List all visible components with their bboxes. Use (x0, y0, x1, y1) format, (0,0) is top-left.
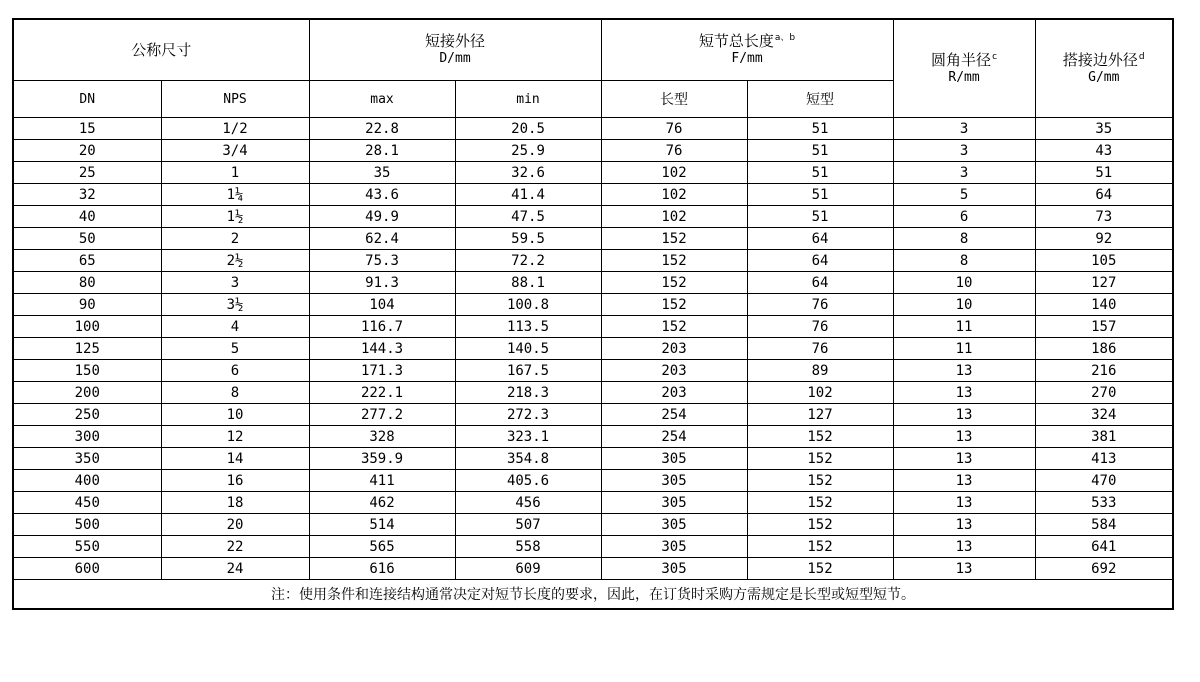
cell-min-diameter: 167.5 (455, 360, 601, 382)
cell-fillet-radius: 5 (893, 184, 1035, 206)
cell-long-length: 152 (601, 250, 747, 272)
cell-fillet-radius: 13 (893, 382, 1035, 404)
cell-max-diameter: 49.9 (309, 206, 455, 228)
cell-dn: 80 (13, 272, 161, 294)
cell-lap-diameter: 584 (1035, 514, 1173, 536)
cell-dn: 40 (13, 206, 161, 228)
cell-lap-diameter: 381 (1035, 426, 1173, 448)
cell-short-length: 51 (747, 140, 893, 162)
header-fillet-radius-note: c (992, 51, 998, 62)
cell-fillet-radius: 10 (893, 294, 1035, 316)
cell-long-length: 152 (601, 316, 747, 338)
cell-short-length: 152 (747, 536, 893, 558)
cell-long-length: 305 (601, 536, 747, 558)
cell-fillet-radius: 13 (893, 426, 1035, 448)
cell-short-length: 152 (747, 470, 893, 492)
cell-short-length: 152 (747, 514, 893, 536)
cell-nps: 18 (161, 492, 309, 514)
cell-lap-diameter: 641 (1035, 536, 1173, 558)
cell-max-diameter: 104 (309, 294, 455, 316)
table-row (13, 426, 1173, 448)
header-total-length-unit: F/mm (731, 51, 763, 66)
cell-min-diameter: 507 (455, 514, 601, 536)
header-lap-outer-diameter-label: 搭接边外径 (1062, 50, 1138, 69)
cell-fillet-radius: 3 (893, 118, 1035, 140)
table-row (13, 470, 1173, 492)
cell-long-length: 152 (601, 272, 747, 294)
cell-nps: 16 (161, 470, 309, 492)
header-max: max (309, 81, 455, 118)
cell-short-length: 102 (747, 382, 893, 404)
cell-nps: 4 (161, 316, 309, 338)
cell-lap-diameter: 73 (1035, 206, 1173, 228)
cell-fillet-radius: 13 (893, 558, 1035, 580)
cell-lap-diameter: 692 (1035, 558, 1173, 580)
cell-min-diameter: 113.5 (455, 316, 601, 338)
header-fillet-radius-unit: R/mm (948, 69, 980, 85)
cell-dn: 400 (13, 470, 161, 492)
cell-min-diameter: 59.5 (455, 228, 601, 250)
table-row (13, 316, 1173, 338)
cell-max-diameter: 35 (309, 162, 455, 184)
cell-max-diameter: 222.1 (309, 382, 455, 404)
table-row (13, 338, 1173, 360)
cell-max-diameter: 328 (309, 426, 455, 448)
cell-short-length: 152 (747, 426, 893, 448)
cell-min-diameter: 218.3 (455, 382, 601, 404)
cell-min-diameter: 100.8 (455, 294, 601, 316)
cell-nps: 3½ (161, 294, 309, 316)
cell-lap-diameter: 43 (1035, 140, 1173, 162)
cell-min-diameter: 41.4 (455, 184, 601, 206)
cell-nps: 12 (161, 426, 309, 448)
cell-lap-diameter: 470 (1035, 470, 1173, 492)
cell-fillet-radius: 10 (893, 272, 1035, 294)
table-row (13, 514, 1173, 536)
table-row (13, 492, 1173, 514)
cell-fillet-radius: 11 (893, 338, 1035, 360)
cell-nps: 1 (161, 162, 309, 184)
table-row (13, 294, 1173, 316)
cell-nps: 10 (161, 404, 309, 426)
cell-fillet-radius: 13 (893, 404, 1035, 426)
table-body (13, 118, 1173, 580)
header-min: min (455, 81, 601, 118)
header-total-length-notes: a、b (774, 33, 796, 43)
table-row (13, 536, 1173, 558)
stub-end-dimension-table (12, 18, 1174, 610)
cell-dn: 125 (13, 338, 161, 360)
cell-long-length: 254 (601, 404, 747, 426)
header-dn: DN (13, 81, 161, 118)
cell-lap-diameter: 35 (1035, 118, 1173, 140)
cell-short-length: 152 (747, 448, 893, 470)
cell-short-length: 89 (747, 360, 893, 382)
cell-long-length: 102 (601, 206, 747, 228)
cell-nps: 1½ (161, 206, 309, 228)
table-row (13, 162, 1173, 184)
table-row (13, 228, 1173, 250)
cell-lap-diameter: 92 (1035, 228, 1173, 250)
cell-max-diameter: 43.6 (309, 184, 455, 206)
cell-min-diameter: 140.5 (455, 338, 601, 360)
cell-max-diameter: 171.3 (309, 360, 455, 382)
cell-long-length: 203 (601, 382, 747, 404)
cell-lap-diameter: 533 (1035, 492, 1173, 514)
cell-long-length: 152 (601, 228, 747, 250)
table-row (13, 448, 1173, 470)
cell-long-length: 305 (601, 558, 747, 580)
cell-dn: 20 (13, 140, 161, 162)
table-row (13, 206, 1173, 228)
header-outer-diameter-unit: D/mm (439, 51, 471, 66)
cell-short-length: 76 (747, 294, 893, 316)
cell-min-diameter: 354.8 (455, 448, 601, 470)
cell-fillet-radius: 11 (893, 316, 1035, 338)
header-long-type: 长型 (601, 81, 747, 118)
cell-nps: 5 (161, 338, 309, 360)
cell-max-diameter: 22.8 (309, 118, 455, 140)
cell-nps: 1/2 (161, 118, 309, 140)
cell-max-diameter: 116.7 (309, 316, 455, 338)
cell-short-length: 127 (747, 404, 893, 426)
cell-nps: 24 (161, 558, 309, 580)
cell-long-length: 305 (601, 492, 747, 514)
cell-min-diameter: 88.1 (455, 272, 601, 294)
cell-short-length: 51 (747, 206, 893, 228)
cell-nps: 6 (161, 360, 309, 382)
cell-max-diameter: 616 (309, 558, 455, 580)
cell-min-diameter: 609 (455, 558, 601, 580)
cell-min-diameter: 47.5 (455, 206, 601, 228)
cell-max-diameter: 28.1 (309, 140, 455, 162)
cell-long-length: 102 (601, 162, 747, 184)
cell-long-length: 203 (601, 360, 747, 382)
cell-long-length: 76 (601, 118, 747, 140)
cell-lap-diameter: 157 (1035, 316, 1173, 338)
cell-short-length: 64 (747, 228, 893, 250)
cell-nps: 3 (161, 272, 309, 294)
cell-nps: 3/4 (161, 140, 309, 162)
cell-long-length: 152 (601, 294, 747, 316)
cell-nps: 22 (161, 536, 309, 558)
table-row (13, 118, 1173, 140)
header-fillet-radius-label: 圆角半径 (931, 50, 992, 69)
cell-long-length: 305 (601, 470, 747, 492)
cell-dn: 600 (13, 558, 161, 580)
cell-min-diameter: 20.5 (455, 118, 601, 140)
header-lap-outer-diameter-unit: G/mm (1088, 69, 1120, 85)
header-short-type: 短型 (747, 81, 893, 118)
cell-fillet-radius: 8 (893, 250, 1035, 272)
cell-nps: 2½ (161, 250, 309, 272)
header-nominal-size: 公称尺寸 (13, 19, 309, 81)
table-row (13, 272, 1173, 294)
cell-min-diameter: 32.6 (455, 162, 601, 184)
cell-lap-diameter: 270 (1035, 382, 1173, 404)
cell-short-length: 76 (747, 316, 893, 338)
cell-dn: 200 (13, 382, 161, 404)
cell-max-diameter: 91.3 (309, 272, 455, 294)
cell-dn: 90 (13, 294, 161, 316)
table-row (13, 250, 1173, 272)
cell-fillet-radius: 13 (893, 448, 1035, 470)
cell-fillet-radius: 3 (893, 140, 1035, 162)
header-outer-diameter-label: 短接外径 (425, 32, 486, 50)
cell-nps: 1¼ (161, 184, 309, 206)
cell-dn: 550 (13, 536, 161, 558)
cell-long-length: 203 (601, 338, 747, 360)
cell-fillet-radius: 8 (893, 228, 1035, 250)
cell-short-length: 152 (747, 558, 893, 580)
cell-short-length: 152 (747, 492, 893, 514)
cell-lap-diameter: 140 (1035, 294, 1173, 316)
cell-max-diameter: 62.4 (309, 228, 455, 250)
cell-short-length: 64 (747, 250, 893, 272)
header-lap-outer-diameter (1035, 19, 1173, 118)
cell-dn: 32 (13, 184, 161, 206)
cell-fillet-radius: 13 (893, 360, 1035, 382)
cell-lap-diameter: 413 (1035, 448, 1173, 470)
cell-short-length: 64 (747, 272, 893, 294)
cell-lap-diameter: 186 (1035, 338, 1173, 360)
table-row (13, 404, 1173, 426)
cell-nps: 8 (161, 382, 309, 404)
cell-lap-diameter: 64 (1035, 184, 1173, 206)
cell-max-diameter: 462 (309, 492, 455, 514)
header-outer-diameter (309, 19, 601, 81)
cell-max-diameter: 277.2 (309, 404, 455, 426)
cell-dn: 65 (13, 250, 161, 272)
cell-dn: 450 (13, 492, 161, 514)
cell-min-diameter: 72.2 (455, 250, 601, 272)
cell-max-diameter: 565 (309, 536, 455, 558)
cell-fillet-radius: 13 (893, 514, 1035, 536)
cell-max-diameter: 144.3 (309, 338, 455, 360)
cell-fillet-radius: 13 (893, 470, 1035, 492)
header-nps: NPS (161, 81, 309, 118)
cell-min-diameter: 558 (455, 536, 601, 558)
table-row (13, 140, 1173, 162)
cell-dn: 150 (13, 360, 161, 382)
cell-nps: 2 (161, 228, 309, 250)
cell-long-length: 305 (601, 514, 747, 536)
cell-lap-diameter: 216 (1035, 360, 1173, 382)
cell-lap-diameter: 105 (1035, 250, 1173, 272)
cell-max-diameter: 75.3 (309, 250, 455, 272)
table-row (13, 558, 1173, 580)
cell-lap-diameter: 127 (1035, 272, 1173, 294)
cell-lap-diameter: 324 (1035, 404, 1173, 426)
cell-dn: 250 (13, 404, 161, 426)
cell-max-diameter: 514 (309, 514, 455, 536)
cell-fillet-radius: 6 (893, 206, 1035, 228)
cell-lap-diameter: 51 (1035, 162, 1173, 184)
cell-nps: 14 (161, 448, 309, 470)
cell-dn: 100 (13, 316, 161, 338)
table-row (13, 382, 1173, 404)
cell-long-length: 305 (601, 448, 747, 470)
cell-dn: 350 (13, 448, 161, 470)
header-total-length (601, 19, 893, 81)
cell-fillet-radius: 13 (893, 492, 1035, 514)
cell-short-length: 76 (747, 338, 893, 360)
header-fillet-radius (893, 19, 1035, 118)
cell-short-length: 51 (747, 184, 893, 206)
spec-table-container (12, 18, 1172, 610)
cell-dn: 15 (13, 118, 161, 140)
cell-nps: 20 (161, 514, 309, 536)
cell-short-length: 51 (747, 118, 893, 140)
cell-max-diameter: 411 (309, 470, 455, 492)
cell-long-length: 102 (601, 184, 747, 206)
table-row (13, 184, 1173, 206)
table-row (13, 360, 1173, 382)
cell-max-diameter: 359.9 (309, 448, 455, 470)
cell-min-diameter: 25.9 (455, 140, 601, 162)
cell-min-diameter: 323.1 (455, 426, 601, 448)
cell-dn: 25 (13, 162, 161, 184)
cell-long-length: 254 (601, 426, 747, 448)
cell-min-diameter: 272.3 (455, 404, 601, 426)
cell-dn: 500 (13, 514, 161, 536)
cell-dn: 50 (13, 228, 161, 250)
cell-short-length: 51 (747, 162, 893, 184)
cell-dn: 300 (13, 426, 161, 448)
cell-min-diameter: 405.6 (455, 470, 601, 492)
cell-fillet-radius: 13 (893, 536, 1035, 558)
cell-fillet-radius: 3 (893, 162, 1035, 184)
table-footnote: 注：使用条件和连接结构通常决定对短节长度的要求，因此，在订货时采购方需规定是长型或短型短节。 (13, 580, 1173, 610)
cell-min-diameter: 456 (455, 492, 601, 514)
cell-long-length: 76 (601, 140, 747, 162)
header-lap-outer-diameter-note: d (1138, 51, 1145, 62)
header-total-length-label: 短节总长度 (698, 32, 774, 50)
